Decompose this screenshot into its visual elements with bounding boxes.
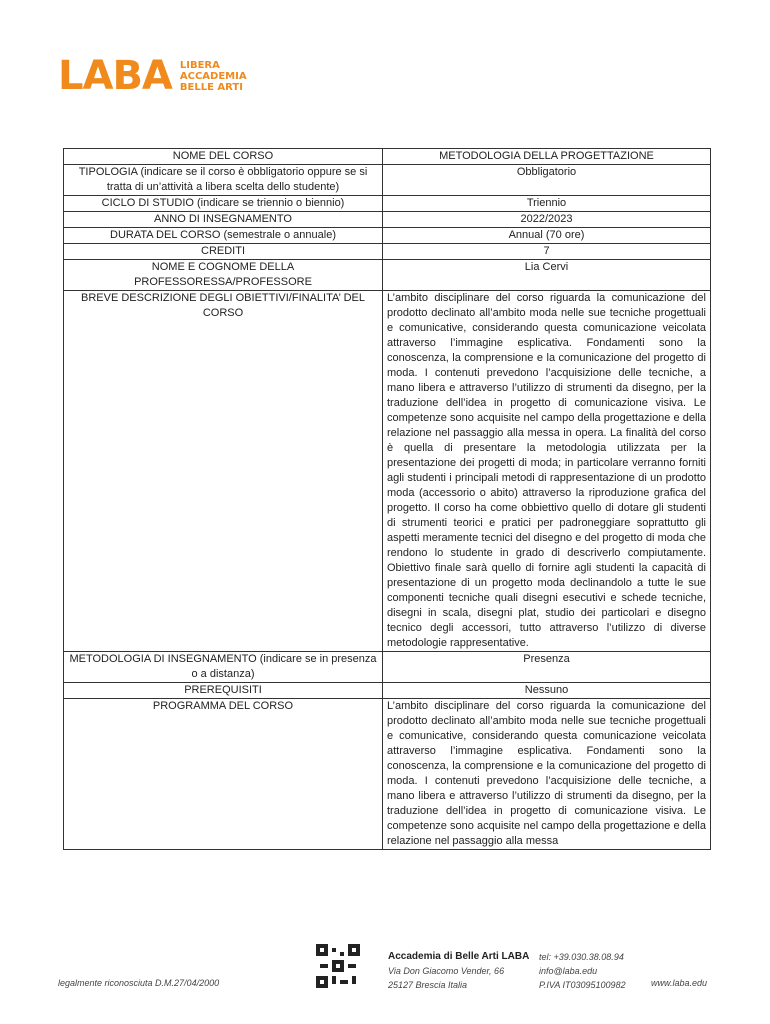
address-line-1: Via Don Giacomo Vender, 66 — [388, 966, 505, 976]
row-value: Lia Cervi — [383, 260, 711, 291]
qr-code-icon — [316, 944, 360, 988]
row-value: Obbligatorio — [383, 165, 711, 196]
email-text: info@laba.edu — [539, 966, 598, 976]
row-label: METODOLOGIA DI INSEGNAMENTO (indicare se in presenza o a distanza) — [64, 652, 383, 683]
logo-subtitle — [180, 60, 247, 93]
row-label: CREDITI — [64, 244, 383, 260]
row-value: Annual (70 ore) — [383, 228, 711, 244]
logo-line-1: LIBERA — [179, 59, 220, 71]
website-text: www.laba.edu — [651, 978, 708, 988]
row-label: BREVE DESCRIZIONE DEGLI OBIETTIVI/FINALITA’ DEL CORSO — [64, 291, 383, 652]
table-row — [64, 260, 711, 291]
row-label: CICLO DI STUDIO (indicare se triennio o biennio) — [64, 196, 383, 212]
address-line-2: 25127 Brescia Italia — [388, 980, 468, 990]
address-block — [388, 950, 529, 992]
row-label: NOME DEL CORSO — [64, 149, 383, 165]
row-value: 2022/2023 — [383, 212, 711, 228]
row-label: DURATA DEL CORSO (semestrale o annuale) — [64, 228, 383, 244]
row-value: 7 — [383, 244, 711, 260]
table-row — [64, 212, 711, 228]
legal-note: legalmente riconosciuta D.M.27/04/2000 — [58, 978, 220, 988]
row-label: PROGRAMMA DEL CORSO — [64, 699, 383, 850]
logo-line-3: BELLE ARTI — [179, 81, 243, 93]
logo-mark: LABA — [58, 53, 172, 99]
contact-block — [539, 950, 626, 992]
row-label: NOME E COGNOME DELLA PROFESSORESSA/PROFESSORE — [64, 260, 383, 291]
table-row — [64, 244, 711, 260]
table-row — [64, 652, 711, 683]
row-label: TIPOLOGIA (indicare se il corso è obbligatorio oppure se si tratta di un’attività a libera scelta dello studente) — [64, 165, 383, 196]
logo-line-2: ACCADEMIA — [179, 70, 247, 82]
table-row — [64, 291, 711, 652]
row-value: L’ambito disciplinare del corso riguarda la comunicazione del prodotto declinato all’ambito moda nelle sue tecniche progettuali e comunicative, considerando questa comunicazione veicolata attraverso l’immagine esplicativa. Fondamenti sono la conoscenza, la comprensione e la comunicazione del progetto di moda. I contenuti prevedono l’acquisizione delle tecniche, a mano libera e attraverso l’utilizzo di strumenti da disegno, per la traduzione dell’idea in progetto di comunicazione visiva. Le competenze sono acquisite nel campo della progettazione e della relazione nel passaggio alla messa in opera. La finalità del corso è quella di presentare la metodologia utilizzata per la presentazione dei progetti di moda; in particolare verranno forniti agli studenti i principali metodi di rappresentazione di un prodotto moda (accessorio o abito) attraverso la riproduzione grafica del progetto. Il corso ha come obbiettivo quello di dotare gli studenti di strumenti teorici e pratici per padroneggiare soprattutto gli aspetti meramente tecnici del disegno e del progetto di moda che rendono lo studente in grado di descriverlo compiutamente. Obiettivo finale sarà quello di fornire agli studenti la capacità di presentazione di un progetto moda declinandolo a tutte le sue componenti tecniche quali disegni esecutivi e schede tecniche, disegni in scala, disegni plat, studio dei particolari e disegno tecnico degli accessori, tutto attraverso l’utilizzo di diverse metodologie rappresentative. — [383, 291, 711, 652]
row-label: ANNO DI INSEGNAMENTO — [64, 212, 383, 228]
table-row — [64, 149, 711, 165]
row-label: PREREQUISITI — [64, 683, 383, 699]
table-row — [64, 196, 711, 212]
row-value: METODOLOGIA DELLA PROGETTAZIONE — [383, 149, 711, 165]
table-row — [64, 228, 711, 244]
phone-text: tel: +39.030.38.08.94 — [539, 952, 624, 962]
row-value: Presenza — [383, 652, 711, 683]
row-value: L’ambito disciplinare del corso riguarda la comunicazione del prodotto declinato all’ambito moda nelle sue tecniche progettuali e comunicative, considerando questa comunicazione veicolata attraverso l’immagine esplicativa. Fondamenti sono la conoscenza, la comprensione e la comunicazione del progetto di moda. I contenuti prevedono l’acquisizione delle tecniche, a mano libera e attraverso l’utilizzo di strumenti da disegno, per la traduzione dell’idea in progetto di comunicazione visiva. Le competenze sono acquisite nel campo della progettazione e della relazione nel passaggio alla messa — [383, 699, 711, 850]
table-row — [64, 683, 711, 699]
table-row — [64, 699, 711, 850]
table-row — [64, 165, 711, 196]
row-value: Triennio — [383, 196, 711, 212]
course-table — [63, 148, 711, 850]
laba-logo — [58, 53, 247, 99]
vat-text: P.IVA IT03095100982 — [539, 980, 626, 990]
row-value: Nessuno — [383, 683, 711, 699]
institution-name: Accademia di Belle Arti LABA — [388, 951, 530, 962]
